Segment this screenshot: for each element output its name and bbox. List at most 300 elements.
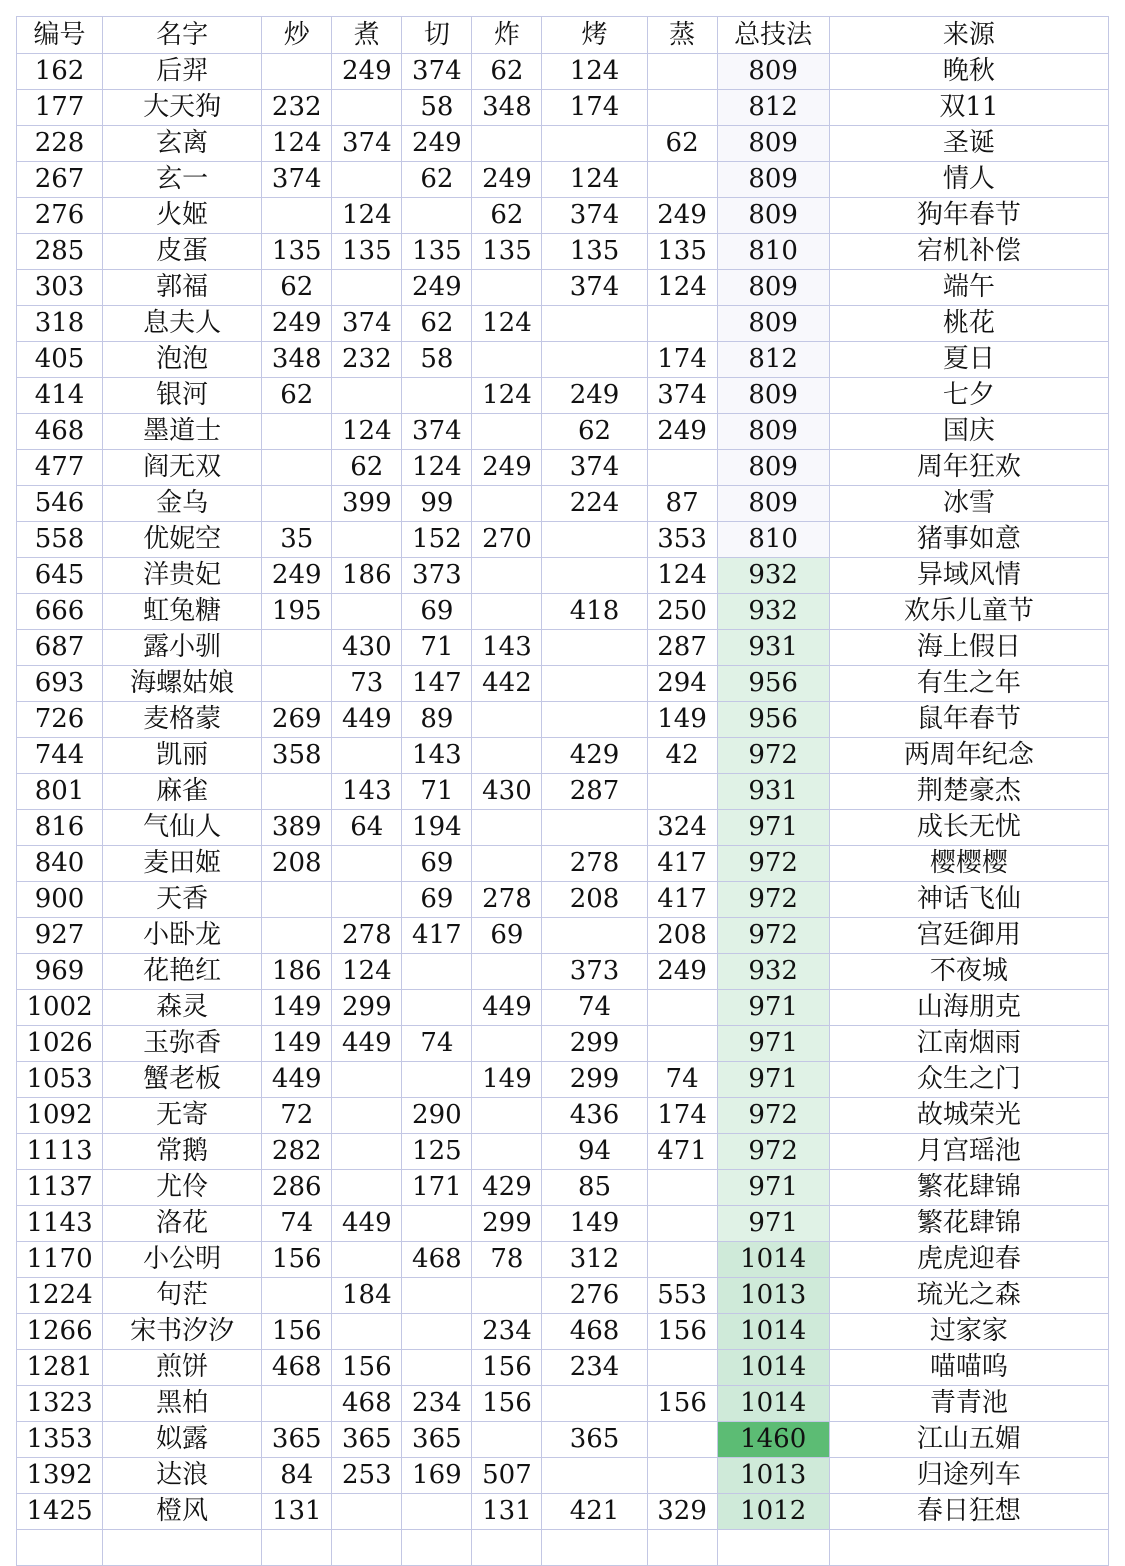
cell-source[interactable]: 众生之门 [829,1062,1108,1098]
cell-id[interactable]: 1092 [17,1098,103,1134]
cell-steam[interactable] [647,162,717,198]
cell-id[interactable]: 303 [17,270,103,306]
cell-roast[interactable] [542,306,647,342]
cell-source[interactable]: 成长无忧 [829,810,1108,846]
cell-name[interactable]: 橙风 [103,1494,262,1530]
cell-total-technique[interactable]: 812 [717,90,829,126]
cell-stir-fry[interactable]: 84 [262,1458,332,1494]
cell-source[interactable]: 荆楚豪杰 [829,774,1108,810]
cell-stir-fry[interactable]: 156 [262,1314,332,1350]
cell-stir-fry[interactable] [262,414,332,450]
cell-roast[interactable] [542,1386,647,1422]
empty-cell[interactable] [829,1530,1108,1566]
cell-name[interactable]: 小卧龙 [103,918,262,954]
cell-name[interactable]: 洋贵妃 [103,558,262,594]
cell-boil[interactable] [332,1134,402,1170]
cell-steam[interactable]: 471 [647,1134,717,1170]
cell-roast[interactable]: 436 [542,1098,647,1134]
cell-source[interactable]: 双11 [829,90,1108,126]
cell-steam[interactable]: 250 [647,594,717,630]
cell-id[interactable]: 726 [17,702,103,738]
cell-total-technique[interactable]: 971 [717,810,829,846]
cell-total-technique[interactable]: 1014 [717,1386,829,1422]
cell-name[interactable]: 麦田姬 [103,846,262,882]
cell-steam[interactable] [647,990,717,1026]
cell-name[interactable]: 蟹老板 [103,1062,262,1098]
cell-deep-fry[interactable]: 278 [472,882,542,918]
cell-total-technique[interactable]: 971 [717,1026,829,1062]
cell-boil[interactable]: 374 [332,306,402,342]
cell-boil[interactable]: 232 [332,342,402,378]
cell-name[interactable]: 达浪 [103,1458,262,1494]
header-source[interactable]: 来源 [829,17,1108,54]
cell-total-technique[interactable]: 1012 [717,1494,829,1530]
cell-source[interactable]: 过家家 [829,1314,1108,1350]
cell-source[interactable]: 喵喵呜 [829,1350,1108,1386]
cell-roast[interactable]: 312 [542,1242,647,1278]
cell-roast[interactable]: 429 [542,738,647,774]
cell-name[interactable]: 无寄 [103,1098,262,1134]
cell-stir-fry[interactable]: 249 [262,306,332,342]
cell-roast[interactable]: 149 [542,1206,647,1242]
cell-source[interactable]: 宕机补偿 [829,234,1108,270]
cell-stir-fry[interactable]: 124 [262,126,332,162]
cell-cut[interactable]: 143 [402,738,472,774]
cell-steam[interactable]: 135 [647,234,717,270]
cell-id[interactable]: 276 [17,198,103,234]
cell-steam[interactable]: 87 [647,486,717,522]
cell-total-technique[interactable]: 972 [717,918,829,954]
cell-boil[interactable] [332,738,402,774]
cell-source[interactable]: 江南烟雨 [829,1026,1108,1062]
cell-source[interactable]: 异域风情 [829,558,1108,594]
cell-name[interactable]: 阎无双 [103,450,262,486]
cell-total-technique[interactable]: 972 [717,738,829,774]
cell-deep-fry[interactable]: 442 [472,666,542,702]
cell-boil[interactable] [332,1098,402,1134]
cell-total-technique[interactable]: 932 [717,954,829,990]
cell-steam[interactable]: 249 [647,954,717,990]
cell-total-technique[interactable]: 809 [717,270,829,306]
cell-roast[interactable]: 135 [542,234,647,270]
cell-stir-fry[interactable] [262,54,332,90]
cell-total-technique[interactable]: 932 [717,594,829,630]
cell-source[interactable]: 故城荣光 [829,1098,1108,1134]
cell-id[interactable]: 1281 [17,1350,103,1386]
cell-boil[interactable] [332,162,402,198]
cell-steam[interactable] [647,1350,717,1386]
cell-roast[interactable] [542,702,647,738]
cell-id[interactable]: 1425 [17,1494,103,1530]
cell-cut[interactable]: 374 [402,414,472,450]
cell-total-technique[interactable]: 809 [717,450,829,486]
cell-cut[interactable]: 89 [402,702,472,738]
cell-name[interactable]: 露小驯 [103,630,262,666]
cell-id[interactable]: 318 [17,306,103,342]
cell-steam[interactable]: 553 [647,1278,717,1314]
cell-stir-fry[interactable]: 374 [262,162,332,198]
cell-cut[interactable]: 249 [402,270,472,306]
cell-steam[interactable] [647,1422,717,1458]
cell-id[interactable]: 177 [17,90,103,126]
header-steam[interactable]: 蒸 [647,17,717,54]
cell-boil[interactable] [332,378,402,414]
cell-total-technique[interactable]: 809 [717,378,829,414]
cell-roast[interactable]: 174 [542,90,647,126]
cell-total-technique[interactable]: 932 [717,558,829,594]
cell-roast[interactable] [542,1458,647,1494]
cell-stir-fry[interactable]: 72 [262,1098,332,1134]
cell-cut[interactable]: 152 [402,522,472,558]
cell-source[interactable]: 山海朋克 [829,990,1108,1026]
cell-roast[interactable]: 287 [542,774,647,810]
cell-total-technique[interactable]: 971 [717,1206,829,1242]
cell-cut[interactable]: 373 [402,558,472,594]
cell-id[interactable]: 267 [17,162,103,198]
cell-boil[interactable]: 399 [332,486,402,522]
cell-boil[interactable]: 430 [332,630,402,666]
cell-roast[interactable]: 468 [542,1314,647,1350]
cell-id[interactable]: 816 [17,810,103,846]
cell-deep-fry[interactable] [472,594,542,630]
cell-deep-fry[interactable] [472,1422,542,1458]
cell-steam[interactable] [647,90,717,126]
cell-id[interactable]: 1113 [17,1134,103,1170]
cell-boil[interactable]: 249 [332,54,402,90]
cell-source[interactable]: 两周年纪念 [829,738,1108,774]
cell-name[interactable]: 天香 [103,882,262,918]
cell-boil[interactable] [332,1314,402,1350]
cell-total-technique[interactable]: 972 [717,846,829,882]
cell-id[interactable]: 1170 [17,1242,103,1278]
cell-roast[interactable]: 418 [542,594,647,630]
cell-steam[interactable] [647,306,717,342]
empty-cell[interactable] [472,1530,542,1566]
cell-name[interactable]: 金乌 [103,486,262,522]
cell-name[interactable]: 大天狗 [103,90,262,126]
cell-name[interactable]: 麻雀 [103,774,262,810]
cell-name[interactable]: 海螺姑娘 [103,666,262,702]
cell-name[interactable]: 火姬 [103,198,262,234]
cell-source[interactable]: 鼠年春节 [829,702,1108,738]
cell-stir-fry[interactable]: 131 [262,1494,332,1530]
cell-id[interactable]: 558 [17,522,103,558]
cell-boil[interactable] [332,1494,402,1530]
cell-boil[interactable] [332,1062,402,1098]
cell-boil[interactable] [332,1242,402,1278]
cell-id[interactable]: 1026 [17,1026,103,1062]
cell-stir-fry[interactable] [262,1278,332,1314]
cell-roast[interactable]: 249 [542,378,647,414]
cell-name[interactable]: 银河 [103,378,262,414]
cell-source[interactable]: 繁花肆锦 [829,1206,1108,1242]
cell-deep-fry[interactable]: 62 [472,54,542,90]
cell-name[interactable]: 玄离 [103,126,262,162]
cell-total-technique[interactable]: 809 [717,414,829,450]
cell-roast[interactable] [542,126,647,162]
cell-id[interactable]: 927 [17,918,103,954]
cell-stir-fry[interactable]: 449 [262,1062,332,1098]
cell-roast[interactable]: 276 [542,1278,647,1314]
cell-name[interactable]: 凯丽 [103,738,262,774]
cell-cut[interactable]: 124 [402,450,472,486]
empty-cell[interactable] [17,1530,103,1566]
cell-stir-fry[interactable]: 232 [262,90,332,126]
cell-id[interactable]: 1053 [17,1062,103,1098]
cell-cut[interactable]: 125 [402,1134,472,1170]
cell-cut[interactable]: 58 [402,90,472,126]
cell-stir-fry[interactable]: 249 [262,558,332,594]
cell-deep-fry[interactable] [472,126,542,162]
cell-deep-fry[interactable]: 429 [472,1170,542,1206]
cell-stir-fry[interactable]: 149 [262,990,332,1026]
cell-source[interactable]: 周年狂欢 [829,450,1108,486]
cell-deep-fry[interactable]: 69 [472,918,542,954]
cell-total-technique[interactable]: 931 [717,774,829,810]
cell-roast[interactable]: 299 [542,1026,647,1062]
cell-deep-fry[interactable] [472,1134,542,1170]
cell-name[interactable]: 优妮空 [103,522,262,558]
cell-total-technique[interactable]: 809 [717,54,829,90]
cell-total-technique[interactable]: 972 [717,1134,829,1170]
header-id[interactable]: 编号 [17,17,103,54]
cell-source[interactable]: 归途列车 [829,1458,1108,1494]
cell-source[interactable]: 七夕 [829,378,1108,414]
cell-cut[interactable]: 365 [402,1422,472,1458]
empty-cell[interactable] [647,1530,717,1566]
cell-deep-fry[interactable] [472,954,542,990]
header-stir-fry[interactable]: 炒 [262,17,332,54]
cell-steam[interactable]: 353 [647,522,717,558]
cell-deep-fry[interactable] [472,810,542,846]
cell-stir-fry[interactable] [262,198,332,234]
cell-source[interactable]: 春日狂想 [829,1494,1108,1530]
cell-cut[interactable]: 171 [402,1170,472,1206]
cell-roast[interactable]: 62 [542,414,647,450]
cell-steam[interactable]: 374 [647,378,717,414]
cell-source[interactable]: 青青池 [829,1386,1108,1422]
cell-roast[interactable] [542,918,647,954]
cell-cut[interactable]: 58 [402,342,472,378]
cell-steam[interactable]: 156 [647,1386,717,1422]
cell-total-technique[interactable]: 810 [717,522,829,558]
cell-name[interactable]: 息夫人 [103,306,262,342]
cell-cut[interactable] [402,1206,472,1242]
cell-stir-fry[interactable]: 468 [262,1350,332,1386]
cell-cut[interactable]: 135 [402,234,472,270]
cell-boil[interactable]: 124 [332,198,402,234]
cell-id[interactable]: 1002 [17,990,103,1026]
cell-roast[interactable]: 299 [542,1062,647,1098]
cell-total-technique[interactable]: 956 [717,666,829,702]
cell-id[interactable]: 666 [17,594,103,630]
cell-steam[interactable]: 417 [647,846,717,882]
cell-boil[interactable]: 449 [332,1206,402,1242]
cell-cut[interactable]: 249 [402,126,472,162]
cell-name[interactable]: 小公明 [103,1242,262,1278]
cell-roast[interactable]: 94 [542,1134,647,1170]
cell-stir-fry[interactable]: 365 [262,1422,332,1458]
cell-deep-fry[interactable]: 156 [472,1386,542,1422]
cell-stir-fry[interactable]: 208 [262,846,332,882]
cell-roast[interactable]: 74 [542,990,647,1026]
cell-boil[interactable]: 156 [332,1350,402,1386]
cell-steam[interactable] [647,1458,717,1494]
cell-cut[interactable]: 147 [402,666,472,702]
cell-deep-fry[interactable]: 249 [472,162,542,198]
cell-steam[interactable]: 149 [647,702,717,738]
cell-source[interactable]: 有生之年 [829,666,1108,702]
cell-name[interactable]: 黑柏 [103,1386,262,1422]
cell-cut[interactable] [402,1350,472,1386]
cell-name[interactable]: 虹兔糖 [103,594,262,630]
cell-id[interactable]: 1143 [17,1206,103,1242]
cell-stir-fry[interactable] [262,450,332,486]
cell-roast[interactable]: 421 [542,1494,647,1530]
cell-total-technique[interactable]: 971 [717,1062,829,1098]
cell-stir-fry[interactable] [262,1386,332,1422]
cell-boil[interactable]: 124 [332,414,402,450]
cell-roast[interactable]: 85 [542,1170,647,1206]
cell-roast[interactable]: 234 [542,1350,647,1386]
cell-total-technique[interactable]: 809 [717,162,829,198]
cell-id[interactable]: 645 [17,558,103,594]
cell-total-technique[interactable]: 812 [717,342,829,378]
cell-source[interactable]: 不夜城 [829,954,1108,990]
cell-source[interactable]: 端午 [829,270,1108,306]
cell-roast[interactable]: 124 [542,162,647,198]
cell-name[interactable]: 麦格蒙 [103,702,262,738]
cell-deep-fry[interactable] [472,486,542,522]
cell-name[interactable]: 姒露 [103,1422,262,1458]
cell-name[interactable]: 皮蛋 [103,234,262,270]
cell-source[interactable]: 圣诞 [829,126,1108,162]
cell-id[interactable]: 228 [17,126,103,162]
cell-name[interactable]: 宋书汐汐 [103,1314,262,1350]
cell-steam[interactable] [647,1242,717,1278]
cell-cut[interactable]: 374 [402,54,472,90]
cell-cut[interactable]: 417 [402,918,472,954]
cell-name[interactable]: 尤伶 [103,1170,262,1206]
cell-stir-fry[interactable]: 195 [262,594,332,630]
empty-cell[interactable] [332,1530,402,1566]
cell-cut[interactable]: 234 [402,1386,472,1422]
cell-source[interactable]: 夏日 [829,342,1108,378]
cell-total-technique[interactable]: 1014 [717,1242,829,1278]
cell-source[interactable]: 虎虎迎春 [829,1242,1108,1278]
cell-deep-fry[interactable] [472,846,542,882]
cell-cut[interactable] [402,378,472,414]
cell-name[interactable]: 玄一 [103,162,262,198]
empty-cell[interactable] [542,1530,647,1566]
cell-stir-fry[interactable] [262,666,332,702]
cell-id[interactable]: 1323 [17,1386,103,1422]
cell-boil[interactable]: 278 [332,918,402,954]
cell-cut[interactable] [402,1062,472,1098]
cell-total-technique[interactable]: 809 [717,198,829,234]
cell-total-technique[interactable]: 809 [717,126,829,162]
cell-stir-fry[interactable]: 348 [262,342,332,378]
cell-id[interactable]: 414 [17,378,103,414]
cell-source[interactable]: 猪事如意 [829,522,1108,558]
cell-source[interactable]: 晚秋 [829,54,1108,90]
cell-deep-fry[interactable] [472,414,542,450]
cell-boil[interactable]: 374 [332,126,402,162]
cell-roast[interactable]: 374 [542,198,647,234]
cell-name[interactable]: 玉弥香 [103,1026,262,1062]
cell-roast[interactable]: 208 [542,882,647,918]
cell-roast[interactable]: 124 [542,54,647,90]
cell-steam[interactable]: 42 [647,738,717,774]
cell-deep-fry[interactable]: 149 [472,1062,542,1098]
cell-total-technique[interactable]: 1013 [717,1278,829,1314]
header-cut[interactable]: 切 [402,17,472,54]
cell-boil[interactable]: 253 [332,1458,402,1494]
cell-boil[interactable]: 468 [332,1386,402,1422]
cell-cut[interactable] [402,1314,472,1350]
header-boil[interactable]: 煮 [332,17,402,54]
cell-roast[interactable]: 374 [542,270,647,306]
cell-deep-fry[interactable]: 507 [472,1458,542,1494]
cell-name[interactable]: 花艳红 [103,954,262,990]
cell-steam[interactable]: 156 [647,1314,717,1350]
cell-cut[interactable] [402,990,472,1026]
cell-boil[interactable]: 365 [332,1422,402,1458]
cell-stir-fry[interactable]: 135 [262,234,332,270]
cell-steam[interactable]: 324 [647,810,717,846]
cell-steam[interactable] [647,1206,717,1242]
cell-name[interactable]: 郭福 [103,270,262,306]
cell-stir-fry[interactable]: 74 [262,1206,332,1242]
cell-cut[interactable]: 468 [402,1242,472,1278]
cell-id[interactable]: 801 [17,774,103,810]
cell-deep-fry[interactable]: 299 [472,1206,542,1242]
cell-cut[interactable]: 69 [402,594,472,630]
cell-total-technique[interactable]: 1013 [717,1458,829,1494]
cell-total-technique[interactable]: 972 [717,1098,829,1134]
cell-deep-fry[interactable]: 449 [472,990,542,1026]
cell-boil[interactable]: 299 [332,990,402,1026]
cell-roast[interactable] [542,666,647,702]
cell-steam[interactable]: 208 [647,918,717,954]
cell-total-technique[interactable]: 971 [717,1170,829,1206]
cell-deep-fry[interactable]: 62 [472,198,542,234]
cell-stir-fry[interactable]: 156 [262,1242,332,1278]
cell-steam[interactable]: 287 [647,630,717,666]
cell-steam[interactable]: 62 [647,126,717,162]
cell-steam[interactable]: 294 [647,666,717,702]
empty-cell[interactable] [717,1530,829,1566]
cell-id[interactable]: 687 [17,630,103,666]
cell-boil[interactable]: 73 [332,666,402,702]
cell-name[interactable]: 煎饼 [103,1350,262,1386]
cell-id[interactable]: 1266 [17,1314,103,1350]
cell-boil[interactable] [332,846,402,882]
header-total-technique[interactable]: 总技法 [717,17,829,54]
cell-cut[interactable]: 71 [402,774,472,810]
cell-steam[interactable] [647,774,717,810]
cell-source[interactable]: 情人 [829,162,1108,198]
empty-cell[interactable] [103,1530,262,1566]
cell-name[interactable]: 句茫 [103,1278,262,1314]
cell-boil[interactable]: 449 [332,702,402,738]
cell-total-technique[interactable]: 1460 [717,1422,829,1458]
cell-roast[interactable] [542,342,647,378]
cell-boil[interactable] [332,270,402,306]
cell-steam[interactable] [647,54,717,90]
cell-id[interactable]: 1353 [17,1422,103,1458]
cell-total-technique[interactable]: 1014 [717,1350,829,1386]
